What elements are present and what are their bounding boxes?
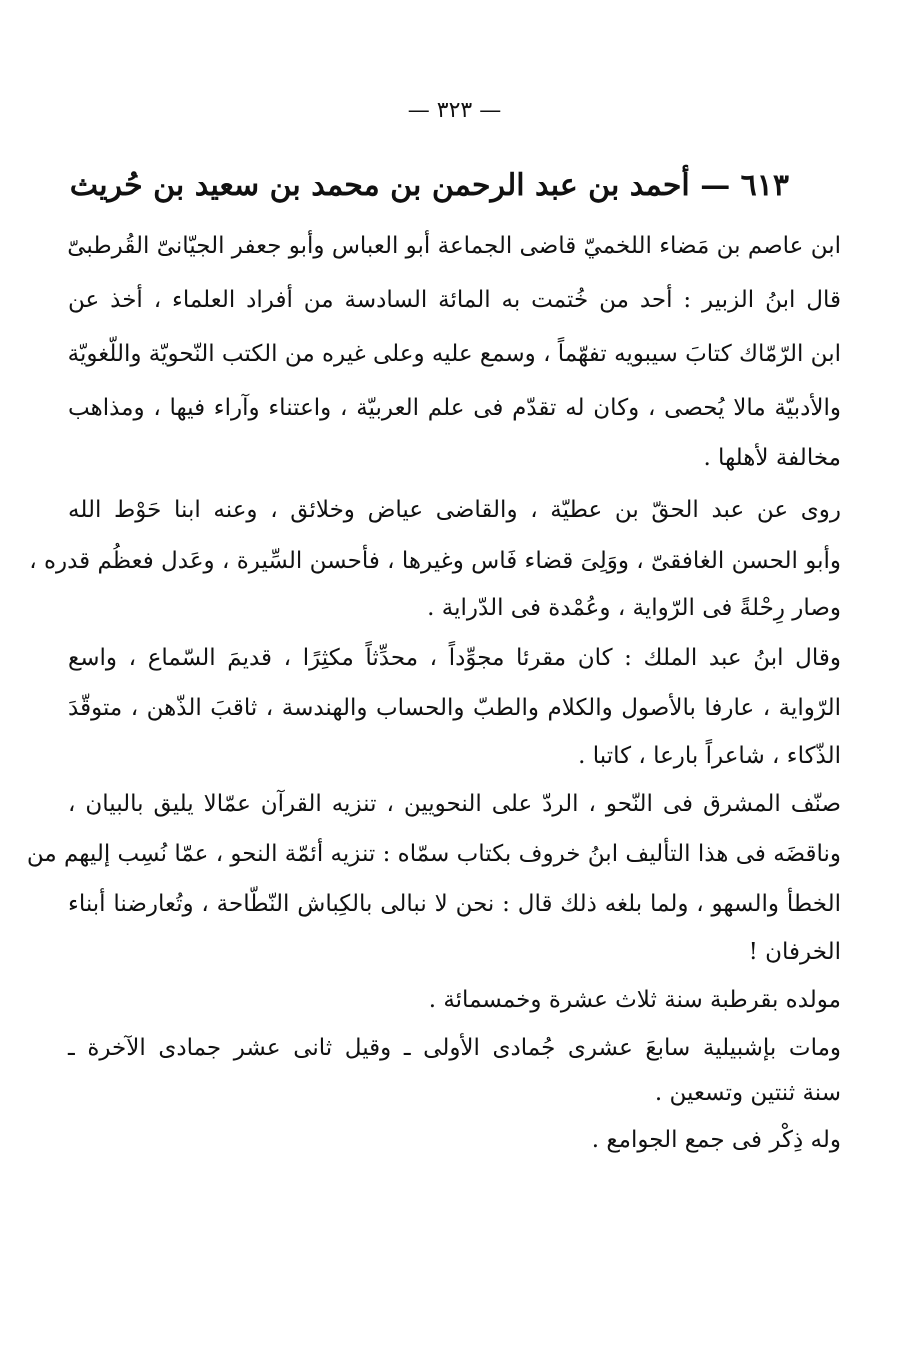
text-line: ومات بإشبيلية سابعَ عشرى جُمادى الأولى ـ وقيل ثانى عشر جمادى الآخرة ـ xyxy=(68,1035,841,1061)
text-line: وصار رِحْلةً فى الرّواية ، وعُمْدة فى الدّراية . xyxy=(427,595,841,621)
text-line: الخرفان ! xyxy=(748,939,841,965)
text-line: الخطأ والسهو ، ولما بلغه ذلك قال : نحن لا نبالى بالكِباش النّطّاحة ، وتُعارضنا أبناء xyxy=(68,891,841,917)
text-line: وناقضَه فى هذا التأليف ابنُ خروف بكتاب سمّاه : تنزيه أئمّة النحو ، عمّا نُسِب إليهم من xyxy=(26,841,841,867)
text-line: الذّكاء ، شاعراً بارعا ، كاتبا . xyxy=(578,743,841,769)
entry-title: ٦١٣ — أحمد بن عبد الرحمن بن محمد بن سعيد بن حُريث xyxy=(69,168,789,203)
text-line: ابن الرّمّاك كتابَ سيبويه تفهّماً ، وسمع عليه وعلى غيره من الكتب النّحويّة واللّغويّة xyxy=(67,341,841,367)
text-line: وأبو الحسن الغافقىّ ، ووَلِىَ قضاء فَاس وغيرها ، فأحسن السِّيرة ، وعَدل فعظُم قدره ، xyxy=(29,548,841,574)
text-line: مخالفة لأهلها . xyxy=(703,445,841,471)
text-line: وقال ابنُ عبد الملك : كان مقرئا مجوِّداً ، محدِّثاً مكثِرًا ، قديمَ السّماع ، واسع xyxy=(68,645,841,671)
text-line: روى عن عبد الحقّ بن عطيّة ، والقاضى عياض وخلائق ، وعنه ابنا حَوْط الله xyxy=(68,497,841,523)
text-line: ابن عاصم بن مَضاء اللخميّ قاضى الجماعة أبو العباس وأبو جعفر الجيّانىّ القُرطبىّ xyxy=(67,233,841,259)
text-line: والأدبيّة مالا يُحصى ، وكان له تقدّم فى علم العربيّة ، واعتناء وآراء فيها ، ومذاهب xyxy=(68,395,841,421)
text-line: مولده بقرطبة سنة ثلاث عشرة وخمسمائة . xyxy=(428,987,841,1013)
text-line: سنة ثنتين وتسعين . xyxy=(654,1080,841,1106)
text-line: صنّف المشرق فى النّحو ، الردّ على النحويين ، تنزيه القرآن عمّالا يليق بالبيان ، xyxy=(68,791,841,817)
page-number: — ٣٢٣ — xyxy=(407,98,502,123)
text-line: وله ذِكْر فى جمع الجوامع . xyxy=(591,1127,841,1153)
text-line: قال ابنُ الزبير : أحد من خُتمت به المائة السادسة من أفراد العلماء ، أخذ عن xyxy=(68,287,841,313)
text-line: الرّواية ، عارفا بالأصول والكلام والطبّ والحساب والهندسة ، ثاقبَ الذّهن ، متوقّدَ xyxy=(68,695,841,721)
